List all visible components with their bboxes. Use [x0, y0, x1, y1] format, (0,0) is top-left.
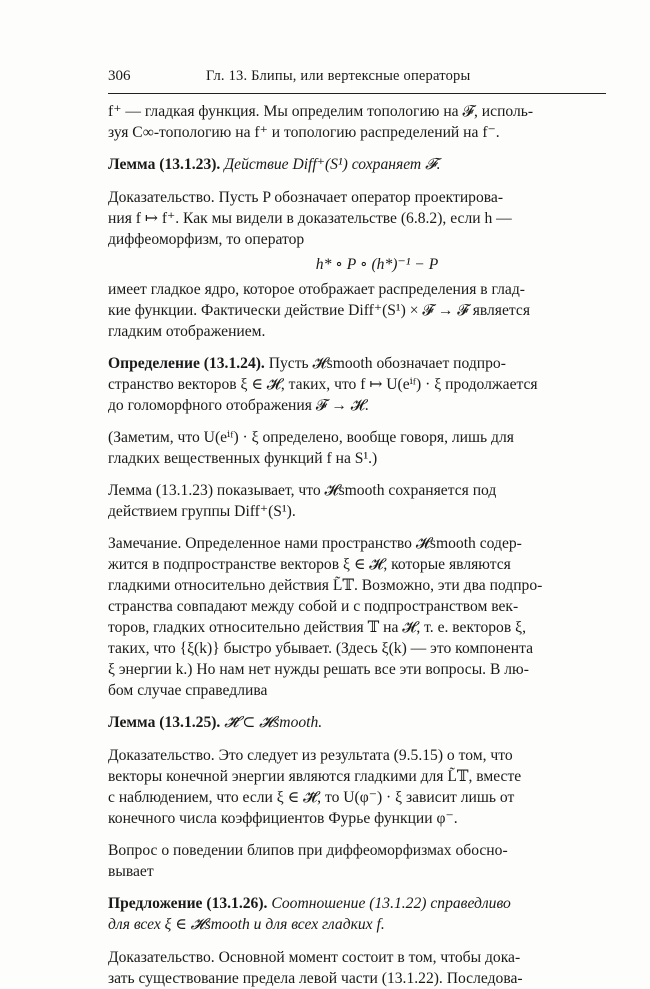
paragraph-topology: f⁺ — гладкая функция. Мы определим топологию на 𝓕, исполь- зуя C∞-топологию на f⁺ и топологию распределений на f⁻. [108, 103, 534, 141]
remark: Замечание. Определенное нами пространство 𝓗smooth содер- жится в подпространстве векторов ξ ∈ 𝓗, которые являются гладкими относительно действия L̃𝕋. Возможно, эти два подпро- странства совпадают между собой и с подпространством век- торов, гладких относительно действия 𝕋 на 𝓗, т. е. векторов ξ, таких, что {ξ(k)} быстро убывает. (Здесь ξ(k) — это компонента ξ энергии k.) Но нам нет нужды решать все эти вопросы. В лю- бом случае справедлива [108, 535, 543, 699]
page-number: 306 [108, 68, 131, 84]
proof-13-1-26: Доказательство. Основной момент состоит в том, чтобы дока- зать существование предела левой части (13.1.22). Последова- [108, 949, 523, 987]
lemma-label: Лемма (13.1.25). [108, 714, 221, 731]
proposition-13-1-26: Предложение (13.1.26). Соотношение (13.1.22) справедливо для всех ξ ∈ 𝓗smooth и для всех гладких f. [108, 895, 511, 933]
paragraph-smooth-kernel: имеет гладкое ядро, которое отображает распределения в глад- кие функции. Фактически действие Diff⁺(S¹) × 𝓕 → 𝓕 является гладким отображением. [108, 281, 530, 340]
proposition-label: Предложение (13.1.26). [108, 895, 268, 912]
definition-label: Определение (13.1.24). [108, 355, 265, 372]
lemma-statement: 𝓗̃ ⊂ 𝓗smooth. [224, 714, 323, 731]
lemma-statement: Действие Diff⁺(S¹) сохраняет 𝓕. [224, 156, 441, 173]
lemma-13-1-23 [108, 154, 606, 175]
formula-operator: h* ∘ P ∘ (h*)⁻¹ − P [315, 256, 439, 273]
lemma-13-1-25 [108, 712, 606, 733]
paragraph-note: (Заметим, что U(eⁱᶠ) · ξ определено, вообще говоря, лишь для гладких вещественных функций f на S¹.) [108, 429, 514, 467]
running-head: Гл. 13. Блипы, или вертексные операторы [206, 68, 471, 84]
paragraph-lemma-shows: Лемма (13.1.23) показывает, что 𝓗smooth сохраняется под действием группы Diff⁺(S¹). [108, 482, 497, 520]
page-header [108, 66, 606, 88]
header-rule [108, 93, 606, 94]
proof-13-1-25: Доказательство. Это следует из результата (9.5.15) о том, что векторы конечной энергии являются гладкими для L̃𝕋, вместе с наблюдением, что если ξ ∈ 𝓗̃, то U(φ⁻) · ξ зависит лишь от конечного числа коэффициентов Фурье функции φ⁻. [108, 747, 522, 827]
definition-13-1-24: Определение (13.1.24). Пусть 𝓗smooth обозначает подпро- странство векторов ξ ∈ 𝓗, таких, что f ↦ U(eⁱᶠ) · ξ продолжается до голоморфного отображения 𝓕 → 𝓗. [108, 355, 538, 414]
proof-13-1-23: Доказательство. Пусть P обозначает оператор проектирова- ния f ↦ f⁺. Как мы видели в доказательстве (6.8.2), если h — диффеоморфизм, то оператор [108, 189, 512, 248]
page-body [108, 101, 606, 989]
paragraph-question: Вопрос о поведении блипов при диффеоморфизмах обосно- вывает [108, 842, 508, 880]
lemma-label: Лемма (13.1.23). [108, 156, 221, 173]
